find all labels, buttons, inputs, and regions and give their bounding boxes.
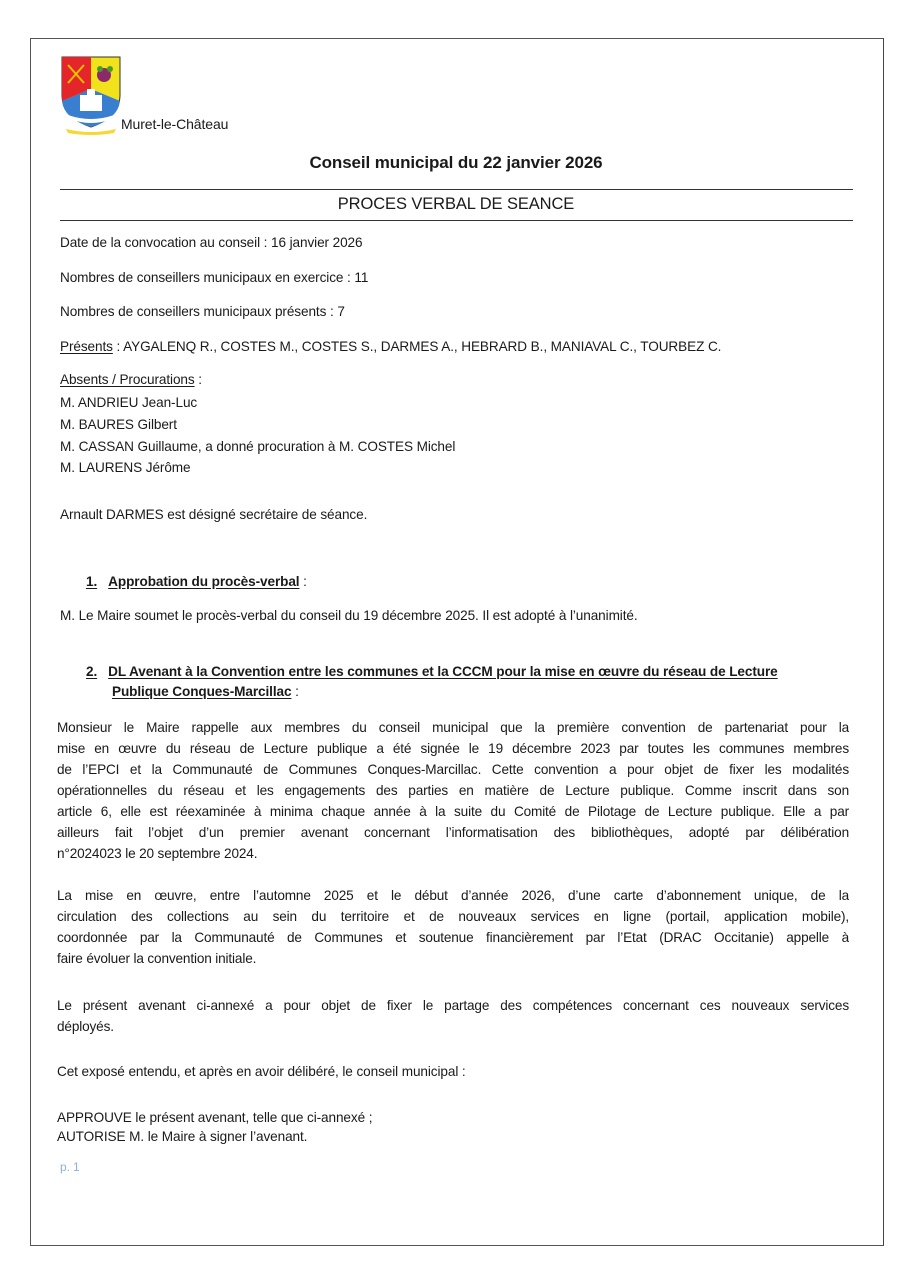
commune-name: Muret-le-Château [121, 116, 229, 132]
presents-line [60, 339, 721, 354]
page-title: Conseil municipal du 22 janvier 2026 [309, 153, 603, 172]
presents-label: Présents [60, 339, 113, 354]
paragraph-line: n°2024023 le 20 septembre 2024. [57, 846, 258, 861]
absent-item: M. LAURENS Jérôme [60, 460, 191, 475]
secretaire-line: Arnault DARMES est désigné secrétaire de séance. [60, 507, 368, 522]
section-1-heading [86, 574, 307, 589]
decision-autorise: AUTORISE M. le Maire à signer l’avenant. [57, 1129, 308, 1144]
presents-list: : AYGALENQ R., COSTES M., COSTES S., DARMES A., HEBRARD B., MANIAVAL C., TOURBEZ C. [112, 339, 722, 354]
conseillers-presents: Nombres de conseillers municipaux présents : 7 [60, 304, 345, 319]
convocation-date: Date de la convocation au conseil : 16 janvier 2026 [60, 235, 363, 250]
paragraph-line: article 6, elle est réexaminée à minima chaque année à la suite du Comité de Pilotage de Lecture publique. Elle a par [57, 804, 849, 819]
absents-heading [60, 372, 202, 387]
decision-approuve: APPROUVE le présent avenant, telle que ci-annexé ; [57, 1110, 373, 1125]
section-colon: : [299, 574, 307, 589]
page-number: p. 1 [60, 1160, 80, 1174]
conseillers-exercice: Nombres de conseillers municipaux en exercice : 11 [60, 270, 369, 285]
absent-item: M. ANDRIEU Jean-Luc [60, 395, 198, 410]
paragraph-line: Monsieur le Maire rappelle aux membres du conseil municipal que la première convention de partenariat pour la [57, 720, 849, 735]
paragraph-line: ailleurs fait l’objet d’un premier avenant concernant l’informatisation des bibliothèques, adopté par délibération [57, 825, 849, 840]
paragraph-line: opérationnelles du réseau et les engagements des parties en matière de Lecture publique. Comme inscrit dans son [57, 783, 849, 798]
paragraph-4: Cet exposé entendu, et après en avoir délibéré, le conseil municipal : [57, 1064, 466, 1079]
paragraph-line: coordonnée par la Communauté de Communes et soutenue financièrement par l’Etat (DRAC Occitanie) appelle à [57, 930, 849, 945]
paragraph-line: Le présent avenant ci-annexé a pour objet de fixer le partage des compétences concernant ces nouveaux services [57, 998, 849, 1013]
section-colon: : [291, 684, 299, 699]
section-number: 2. [86, 664, 98, 679]
absents-label: Absents / Procurations [60, 372, 195, 387]
section-number: 1. [86, 574, 98, 589]
section-2-heading [86, 664, 778, 679]
section-2-heading-cont [112, 684, 299, 699]
paragraph-line: circulation des collections au sein du territoire et de nouveaux services en ligne (portail, application mobile), [57, 909, 849, 924]
paragraph-line: faire évoluer la convention initiale. [57, 951, 257, 966]
divider [60, 189, 853, 190]
paragraph-line: La mise en œuvre, entre l’automne 2025 et le début d’année 2026, d’une carte d’abonnement unique, de la [57, 888, 849, 903]
paragraph-line: de l’EPCI et la Communauté de Communes Conques-Marcillac. Cette convention a pour objet de fixer les modalités [57, 762, 849, 777]
absents-colon: : [194, 372, 202, 387]
paragraph-line: déployés. [57, 1019, 114, 1034]
coat-of-arms-logo [60, 55, 122, 135]
section-title: DL Avenant à la Convention entre les communes et la CCCM pour la mise en œuvre du réseau de Lecture [108, 664, 778, 679]
section-1-text: M. Le Maire soumet le procès-verbal du conseil du 19 décembre 2025. Il est adopté à l’unanimité. [60, 608, 638, 623]
page-subtitle: PROCES VERBAL DE SEANCE [337, 195, 575, 213]
divider [60, 220, 853, 221]
paragraph-line: mise en œuvre du réseau de Lecture publique a été signée le 19 décembre 2023 par toutes les communes membres [57, 741, 849, 756]
absent-item: M. CASSAN Guillaume, a donné procuration à M. COSTES Michel [60, 439, 456, 454]
section-title: Publique Conques-Marcillac [112, 684, 292, 699]
section-title: Approbation du procès-verbal [108, 574, 300, 589]
absent-item: M. BAURES Gilbert [60, 417, 177, 432]
